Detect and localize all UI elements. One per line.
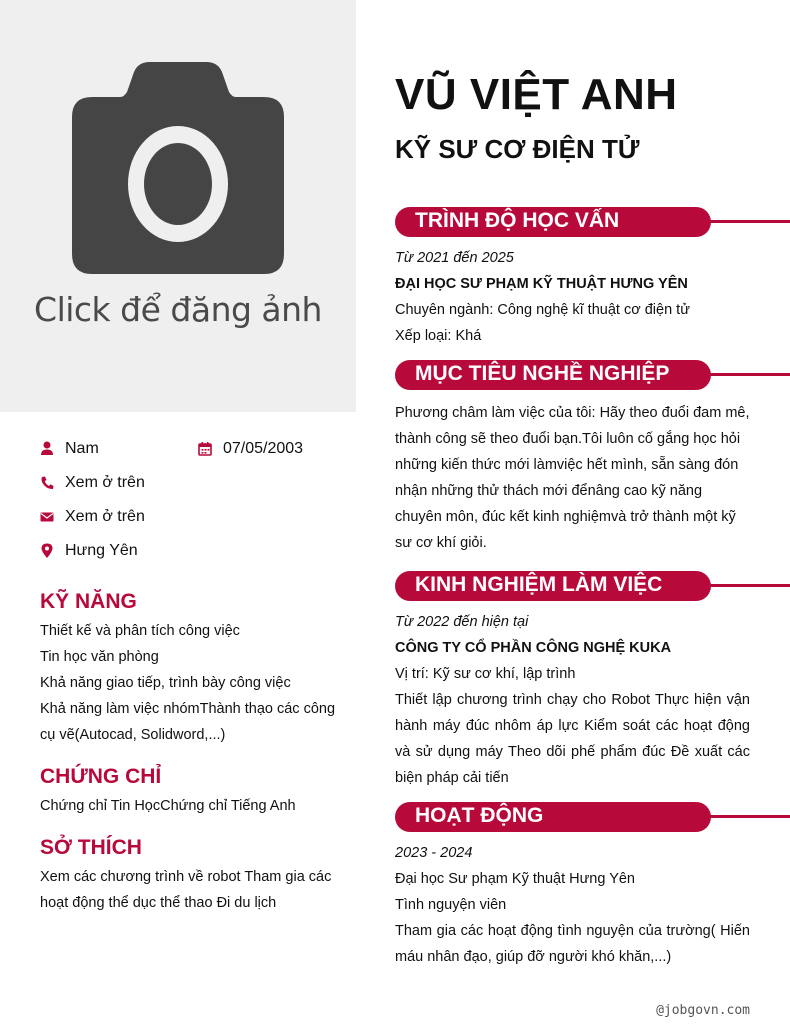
- list-item: Thiết kế và phân tích công việc: [40, 623, 240, 639]
- list-item: Khả năng giao tiếp, trình bày công việc: [40, 675, 291, 691]
- activities-organization: Đại học Sư phạm Kỹ thuật Hưng Yên: [395, 871, 636, 887]
- activities-period: 2023 - 2024: [395, 845, 473, 861]
- skills-list: [40, 618, 350, 748]
- watermark: @jobgovn.com: [656, 1003, 750, 1018]
- contact-address: [40, 542, 340, 562]
- activities-heading: HOẠT ĐỘNG: [415, 804, 544, 827]
- hobbies-list: [40, 864, 350, 916]
- education-heading: TRÌNH ĐỘ HỌC VẤN: [415, 209, 620, 232]
- gender-value: Nam: [65, 440, 99, 457]
- section-pill: [395, 207, 711, 237]
- list-item: Tin học văn phòng: [40, 649, 159, 665]
- education-period: Từ 2021 đến 2025: [395, 250, 514, 266]
- address-value: Hưng Yên: [65, 542, 138, 559]
- list-item: Khả năng làm việc nhómThành thạo các công cụ vẽ(Autocad, Solidword,...): [40, 701, 336, 743]
- contact-phone: [40, 474, 340, 494]
- section-pill: [395, 360, 711, 390]
- contact-dob: [198, 440, 348, 460]
- contact-email: [40, 508, 340, 528]
- list-item: Chứng chỉ Tin HọcChứng chỉ Tiếng Anh: [40, 798, 296, 814]
- activities-role: Tình nguyện viên: [395, 897, 507, 913]
- certificates-list: [40, 793, 350, 819]
- skills-heading: KỸ NĂNG: [40, 590, 137, 613]
- experience-block: [395, 609, 750, 791]
- experience-company: CÔNG TY CỔ PHẦN CÔNG NGHỆ KUKA: [395, 640, 672, 656]
- phone-value: Xem ở trên: [65, 474, 145, 491]
- contact-gender: [40, 440, 190, 460]
- education-block: [395, 245, 750, 349]
- envelope-icon: [40, 509, 54, 525]
- candidate-name: VŨ VIỆT ANH: [395, 70, 678, 119]
- experience-section-header: [395, 571, 790, 601]
- camera-icon: [72, 62, 284, 274]
- job-title: KỸ SƯ CƠ ĐIỆN TỬ: [395, 134, 640, 164]
- education-section-header: [395, 207, 790, 237]
- section-pill: [395, 802, 711, 832]
- calendar-icon: [198, 441, 212, 457]
- photo-upload-caption: Click để đăng ảnh: [34, 290, 322, 329]
- section-pill: [395, 571, 711, 601]
- experience-position: Vị trí: Kỹ sư cơ khí, lập trình: [395, 666, 576, 682]
- list-item: Xem các chương trình về robot Tham gia các hoạt động thể dục thể thao Đi du lịch: [40, 869, 332, 911]
- experience-period: Từ 2022 đến hiện tại: [395, 614, 529, 630]
- dob-value: 07/05/2003: [223, 440, 304, 457]
- phone-icon: [40, 475, 54, 491]
- person-icon: [40, 441, 54, 457]
- education-major: Chuyên ngành: Công nghệ kĩ thuật cơ điện tử: [395, 302, 690, 318]
- education-grade: Xếp loại: Khá: [395, 328, 482, 344]
- objective-text: Phương châm làm việc của tôi: Hãy theo đuổi đam mê, thành công sẽ theo đuổi bạn.Tôi luôn cố gắng học hỏi những kiến thức mới làmviệc hết mình, sẵn sàng đón nhận những thử thách mới đểnâng cao kỹ năng chuyên môn, đúc kết kinh nghiệmvà trở thành một kỹ sư cơ khí giỏi.: [395, 405, 750, 551]
- photo-upload-area[interactable]: [0, 0, 356, 412]
- activities-section-header: [395, 802, 790, 832]
- experience-heading: KINH NGHIỆM LÀM VIỆC: [415, 573, 663, 596]
- objective-section-header: [395, 360, 790, 390]
- experience-description: Thiết lập chương trình chạy cho Robot Thực hiện vận hành máy đúc nhôm áp lực Kiểm soát các hoạt động và sử dụng máy Theo dõi phế phẩm đúc Đề xuất các biện pháp cải tiến: [395, 692, 750, 786]
- email-value: Xem ở trên: [65, 508, 145, 525]
- activities-description: Tham gia các hoạt động tình nguyện của trường( Hiến máu nhân đạo, giúp đỡ người khó khăn,...): [395, 923, 750, 965]
- activities-block: [395, 840, 750, 970]
- education-school: ĐẠI HỌC SƯ PHẠM KỸ THUẬT HƯNG YÊN: [395, 276, 688, 292]
- location-pin-icon: [40, 543, 54, 559]
- certificates-heading: CHỨNG CHỈ: [40, 765, 162, 788]
- hobbies-heading: SỞ THÍCH: [40, 836, 142, 859]
- objective-heading: MỤC TIÊU NGHỀ NGHIỆP: [415, 362, 670, 385]
